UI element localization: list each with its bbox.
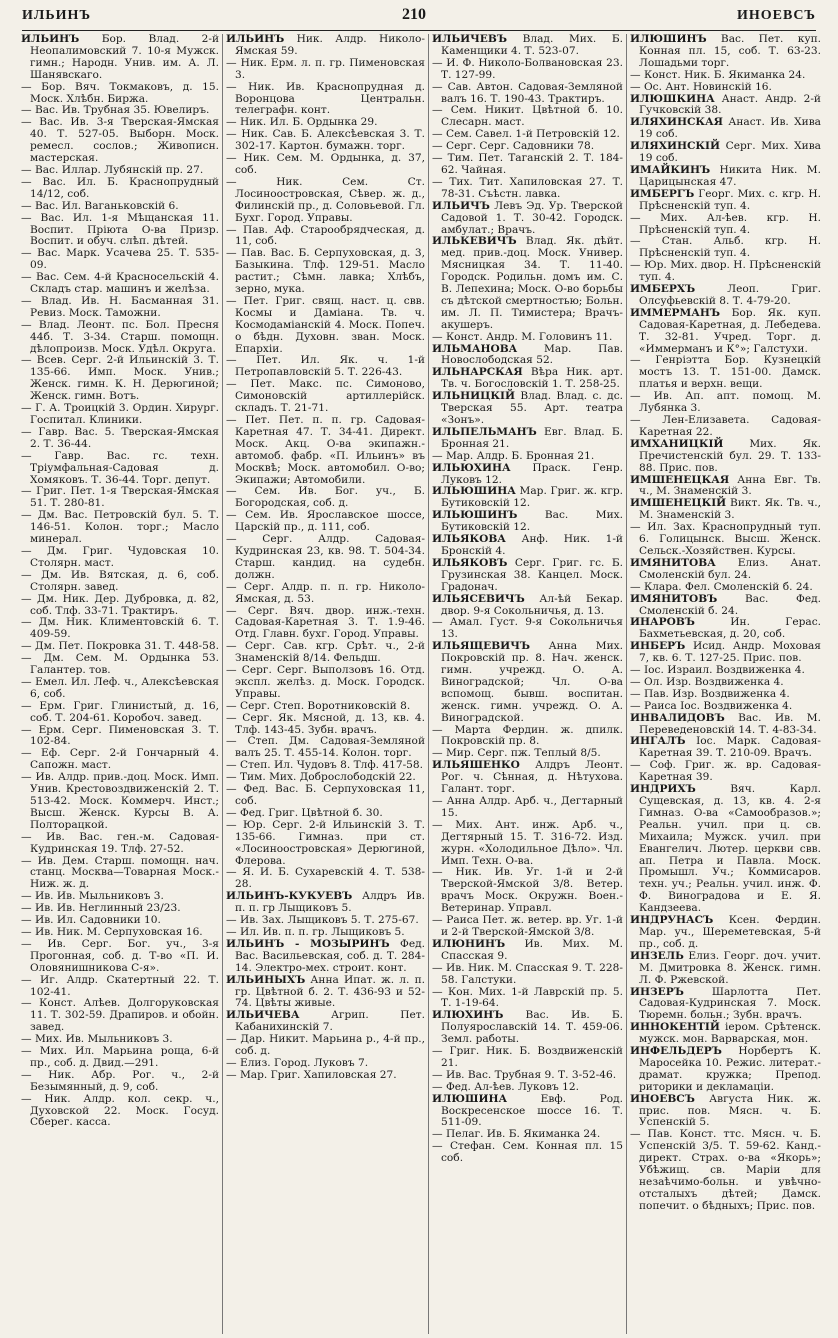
directory-entry: — Сем. Савел. 1-й Петровскій 12.	[432, 128, 620, 141]
directory-entry: — Амал. Густ. 9-я Сокольничья 13.	[432, 616, 623, 641]
directory-entry: — Мар. Григ. Хапиловская 27.	[226, 1068, 397, 1081]
directory-entry: — Степ. Ил. Чудовъ 8. Тлф. 417-58.	[226, 759, 424, 772]
directory-entry: — Мих. Ив. Мыльниковъ 3.	[21, 1033, 173, 1046]
directory-entry: — Юр. Серг. 2-й Ильинскій 3. Т. 135-66. Гимназ. при ст. «Лосиноостровская» Дерюгиной, Флерова.	[226, 818, 425, 867]
directory-entry: — Ерм. Григ. Глинистый, д. 16, соб. Т. 204-61. Коробоч. завед.	[21, 699, 219, 724]
directory-entry: — Елиз. Город. Луковъ 7.	[226, 1056, 369, 1069]
directory-entry: — Еф. Серг. 2-й Гончарный 4. Сапожн. маст.	[21, 747, 219, 772]
directory-entry: ИННОКЕНТІЙ іером. Срѣтенск. мужск. мон. Варварская, мон.	[630, 1021, 821, 1046]
directory-entry: — Пет. Пет. п. п. гр. Садовая-Каретная 47. Т. 34-41. Директ. Моск. Акц. О-ва экипажн.-автомоб. фабр. «П. Ильинъ» въ Москвѣ; Моск. автомобил. О-во; Экипажи; Автомобили.	[226, 414, 425, 486]
directory-entry: — Вас. Ил. Б. Краснопрудный 14/12, соб.	[21, 175, 219, 200]
directory-entry: — Конст. Ник. Б. Якиманка 24.	[630, 68, 806, 81]
directory-entry: — Ив. Алдр. прив.-доц. Моск. Имп. Унив. Крестовоздвиженскій 2. Т. 513-42. Моск. Коммерч. Инст.; Высш. Женск. Курсы В. А. Полторацкой.	[21, 771, 219, 831]
directory-entry: — Степ. Дм. Садовая-Земляной валъ 25. Т. 455-14. Колон. торг.	[226, 735, 425, 760]
directory-entry: — Серг. Серг. Садовники 78.	[432, 140, 595, 153]
directory-entry: ИНВАЛИДОВЪ Вас. Ив. М. Переведеновскій 14. Т. 4-83-34.	[630, 711, 821, 736]
directory-entry: ИМБЕРХЪ Леоп. Григ. Олсуфьевскій 8. Т. 4-79-20.	[630, 283, 821, 307]
directory-entry: — Вас. Ив. Трубная 35. Ювелиръ.	[21, 104, 210, 117]
directory-entry: — Сем. Никит. Цвѣтной б. 10. Слесарн. маст.	[432, 104, 623, 129]
directory-entry: — Ник. Сем. М. Ордынка, д. 37, соб.	[226, 152, 425, 176]
directory-entry: — Тим. Мих. Доброслободскій 22.	[226, 771, 416, 784]
directory-entry: — И. Ф. Николо-Болвановская 23. Т. 127-99.	[432, 56, 623, 81]
directory-entry: — Ол. Изр. Воздвиженка 4.	[630, 675, 784, 688]
directory-entry: — Ник. Сем. Ст. Лосиноостровская, Сѣвер. ж. д., Филинскій пр., д. Соловьевой. Гл. Бухг. Город. Управы.	[226, 175, 425, 224]
directory-entry: ИМЯНИТОВА Елиз. Анат. Смоленскій бул. 24.	[630, 556, 821, 581]
directory-entry: — Ив. Ив. Мыльниковъ 3.	[21, 890, 164, 903]
directory-entry: — Пав. Вас. Б. Серпуховская, д. 3, Базыкина. Тлф. 129-51. Масло растит.; Сѣмн. лавка; Хлѣбъ, зерно, мука.	[226, 247, 425, 296]
directory-entry: ИМХАНИЦКІЙ Мих. Як. Пречистенскій бул. 29. Т. 133-88. Прис. пов.	[630, 437, 821, 474]
directory-entry: — Ив. Вас. Трубная 9. Т. 3-52-46.	[432, 1068, 617, 1081]
directory-entry: — Ник. Ив. Краснопрудная д. Воронцова Центральн. телеграфн. конт.	[226, 80, 425, 117]
directory-entry: — Ив. Ник. М. Серпуховская 16.	[21, 925, 203, 938]
directory-entry: — Раиса Пет. ж. ветер. вр. Уг. 1-й и 2-й Тверской-Ямской 3/8.	[432, 914, 623, 938]
directory-entry: ИНДРИХЪ Вяч. Карл. Сущевская, д. 13, кв. 4. 2-я Гимназ. О-ва «Самообразов.»; Реальн. учил. при ц. св. Михаила; Мужск. учил. при Евангелич. Лютер. церкви свв. ап. Петра и Павла. Моск. Промышл. Уч.; Коммисаров. техн. уч.; Реальн. учил. инж. Ф. Ф. Виноградова и Е. Я. Кандзеева.	[630, 783, 821, 915]
page-header	[22, 6, 816, 30]
directory-entry: — Дар. Никит. Марьина р., 4-й пр., соб. д.	[226, 1033, 425, 1058]
directory-columns	[18, 34, 826, 1334]
directory-entry: ИНАРОВЪ Ин. Герас. Бахметьевская, д. 20, соб.	[630, 616, 821, 641]
directory-entry: — Генріэтта Бор. Кузнецкій мостъ 13. Т. 151-00. Дамск. платья и верхн. вещи.	[630, 354, 821, 391]
directory-entry: — Ил. Зах. Краснопрудный туп. 6. Голицынск. Высш. Женск. Сельск.-Хозяйствен. Курсы.	[630, 521, 821, 557]
directory-entry: — Юр. Мих. двор. Н. Прѣсненскій туп. 4.	[630, 259, 821, 284]
directory-entry: ИЛЬИНЪ Ник. Алдр. Николо-Ямская 59.	[226, 34, 425, 57]
directory-entry: — Фед. Ал-ѣев. Луковъ 12.	[432, 1080, 579, 1093]
directory-entry: — Фед. Вас. Б. Серпуховская 11, соб.	[226, 783, 425, 807]
directory-entry: — Пав. Аф. Старообрядческая, д. 11, соб.	[226, 223, 425, 248]
directory-entry: — Всев. Серг. 2-й Ильинскій 3. Т. 135-66. Имп. Моск. Унив.; Женск. гимн. К. Н. Дерюгиной; Женск. гимн. Вотъ.	[21, 354, 219, 403]
directory-entry: — Бор. Вяч. Токмаковъ, д. 15. Моск. Хлѣбн. Биржа.	[21, 80, 219, 105]
directory-entry: — Мар. Алдр. Б. Бронная 21.	[432, 449, 595, 462]
directory-entry: ИНБЕРЪ Исид. Андр. Моховая 7, кв. 6. Т. 127-25. Прис. пов.	[630, 640, 821, 665]
directory-entry: — Дм. Вас. Петровскій бул. 5. Т. 146-51. Колон. торг.; Масло минерал.	[21, 509, 219, 546]
directory-entry: — Ив. Ив. Неглинный 23/23.	[21, 902, 181, 915]
directory-entry: — Дм. Пет. Покровка 31. Т. 448-58.	[21, 640, 219, 653]
directory-entry: ИММЕРМАНЪ Бор. Як. куп. Садовая-Каретная, д. Лебедева. Т. 32-81. Учред. Торг. д. «Иммерманъ и К°»; Галстухи.	[630, 306, 821, 355]
directory-entry: ИЛЬИНЪ Бор. Влад. 2-й Неопалимовский 7. 10-я Мужск. гимн.; Народн. Унив. им. А. Л. Шанявскаго.	[21, 34, 219, 81]
directory-entry: ИМШЕНЕЦКІЙ Викт. Як. Тв. ч., М. Знаменскій 3.	[630, 497, 821, 522]
directory-entry: — Гавр. Вас. 5. Тверская-Ямская 2. Т. 36-44.	[21, 425, 219, 450]
column-2	[223, 34, 429, 1334]
directory-entry: ИЛЬЮХИНА Праск. Генр. Луковъ 12.	[432, 461, 623, 486]
directory-entry: — Конст. Алѣев. Долгоруковская 11. Т. 302-59. Драпиров. и обойн. завед.	[21, 997, 219, 1034]
directory-entry: — Сав. Автон. Садовая-Земляной валъ 16. Т. 190-43. Трактиръ.	[432, 80, 623, 105]
directory-entry: ИЛЬЮШИНЪ Вас. Мих. Бутиковскій 12.	[432, 509, 623, 534]
directory-entry: — Серг. Сав. кгр. Срѣт. ч., 2-й Знаменскій 8/14. Фельдш.	[226, 640, 425, 665]
directory-entry: ИЛЮХИНЪ Вас. Ив. Б. Полуярославскій 14. Т. 459-06. Земл. работы.	[432, 1009, 623, 1046]
directory-entry: ИНОЕВСЪ Августа Ник. ж. прис. пов. Мясн. ч. Б. Успенскій 5.	[630, 1092, 821, 1129]
directory-entry: — Г. А. Троицкій 3. Ордин. Хирург. Госпитал. Клиники.	[21, 402, 219, 426]
directory-entry: ИЛЬИЧЕВЪ Влад. Мих. Б. Каменщики 4. Т. 523-07.	[432, 34, 623, 57]
directory-entry: — Ник. Ил. Б. Ордынка 29.	[226, 116, 378, 129]
directory-entry: — Мих. Ант. инж. Арб. ч., Дегтярный 15. Т. 316-72. Изд. журн. «Холодильное Дѣло». Чл. Имп. Техн. О-ва.	[432, 818, 623, 867]
directory-entry: — Мих. Ил. Марьина роща, 6-й пр., соб. д. Двид.—291.	[21, 1045, 219, 1069]
directory-entry: ИЛЬМАНОВА Мар. Пав. Новослободская 52.	[432, 342, 623, 367]
directory-entry: — Емел. Ил. Леф. ч., Алексѣевская 6, соб.	[21, 675, 219, 700]
directory-entry: — Тих. Тит. Хапиловская 27. Т. 78-31. Съѣстн. лавка.	[432, 175, 623, 200]
directory-entry: ИМЯНИТОВЪ Вас. Фед. Смоленскій б. 24.	[630, 592, 821, 617]
directory-entry: — Тим. Пет. Таганскій 2. Т. 184-62. Чайная.	[432, 152, 623, 176]
directory-entry: ИЛЬЯЩЕВИЧЪ Анна Мих. Покровскій пр. 8. Нач. женск. гимн. учрежд. О. А. Виноградской; Чл. О-ва вспомощ. бывш. воспитан. женск. гимн. учрежд. О. А. Виноградской.	[432, 640, 623, 724]
directory-entry: ИЛЬИЧЕВА Агрип. Пет. Кабанихинскій 7.	[226, 1009, 425, 1034]
directory-entry: ИЛЬНАРСКАЯ Вѣра Ник. арт. Тв. ч. Богословскій 1. Т. 258-25.	[432, 366, 623, 391]
directory-entry: ИМШЕНЕЦКАЯ Анна Евг. Тв. ч., М. Знаменскій 3.	[630, 473, 821, 498]
page-number: 210	[402, 6, 427, 23]
directory-entry: ИНДРУНАСЪ Ксен. Фердин. Мар. уч., Шереметевская, 5-й пр., соб. д.	[630, 914, 821, 950]
directory-entry: — Раиса Іос. Воздвиженка 4.	[630, 699, 793, 712]
directory-entry: — Ник. Ерм. л. п. гр. Пименовская 3.	[226, 56, 425, 81]
directory-entry: — Ил. Ив. п. п. гр. Лыщиковъ 5.	[226, 925, 405, 938]
directory-entry: — Григ. Пет. 1-я Тверская-Ямская 51. Т. 280-81.	[21, 485, 219, 510]
directory-entry: ИЛЬИНЪ-КУКУЕВЪ Алдръ Ив. п. п. гр Лыщиковъ 5.	[226, 890, 425, 915]
directory-entry: — Пелаг. Ив. Б. Якиманка 24.	[432, 1128, 601, 1141]
directory-entry: ИЛЬИЧЪ Левъ Эд. Ур. Тверской Садовой 1. Т. 30-42. Городск. амбулат.; Врачъ.	[432, 199, 623, 236]
directory-entry: — Іос. Израил. Воздвиженка 4.	[630, 664, 805, 677]
column-4	[627, 34, 824, 1334]
column-3	[429, 34, 627, 1334]
directory-entry: ИЛЮШИНЪ Вас. Пет. куп. Конная пл. 15, соб. Т. 63-23. Лошадьми торг.	[630, 34, 821, 69]
directory-entry: — Стан. Альб. кгр. Н. Прѣсненскій туп. 4.	[630, 235, 821, 260]
directory-entry: — Мир. Серг. пж. Теплый 8/5.	[432, 747, 601, 760]
directory-entry: — Ос. Ант. Новинскій 16.	[630, 80, 772, 93]
directory-entry: ИЛЬЮШИНА Мар. Григ. ж. кгр. Бутиковскій 12.	[432, 485, 623, 510]
column-1	[18, 34, 223, 1334]
directory-entry: — Марта Фердин. ж. дпилк. Покровскій пр. 8.	[432, 723, 623, 748]
directory-entry: — Пав. Изр. Воздвиженка 4.	[630, 687, 790, 700]
directory-entry: — Ив. Ил. Садовники 10.	[21, 914, 161, 927]
directory-entry: — Дм. Ив. Вятская, д. 6, соб. Столярн. завед.	[21, 568, 219, 593]
directory-entry: — Серг. Серг. Выползовъ 16. Отд. экспл. желѣз. д. Моск. Городск. Управы.	[226, 664, 425, 700]
directory-entry: ИНЗЕРЪ Шарлотта Пет. Садовая-Кудринская 7. Моск. Тюремн. больн.; Зубн. врачъ.	[630, 985, 821, 1022]
directory-entry: — Вас. Марк. Усачева 25. Т. 535-09.	[21, 247, 219, 272]
directory-entry: — Я. И. Б. Сухаревскій 4. Т. 538-28.	[226, 866, 425, 891]
directory-entry: — Пав. Конст. ттс. Мясн. ч. Б. Успенскій 3/5. Т. 59-62. Канд.-директ. Страх. о-ва «Якорь»; Убѣжищ. св. Маріи для незаѣчимо-больн. и увѣчно-отсталыхъ дѣтей; Дамск. попечит. о бѣдныхъ; Прис. пов.	[630, 1128, 821, 1212]
directory-entry: — Ив. Ап. апт. помощ. М. Лубянка 3.	[630, 390, 821, 415]
directory-entry: — Клара. Фел. Смоленскій б. 24.	[630, 580, 813, 593]
directory-entry: — Соф. Григ. ж. вр. Садовая-Каретная 39.	[630, 759, 821, 784]
directory-entry: ИЛЯХИНСКІЙ Серг. Мих. Хива 19 соб.	[630, 140, 821, 165]
directory-entry: ИЛЬИНЫХЪ Анна Ипат. ж. л. п. гр. Цвѣтной б. 2. Т. 436-93 и 52-74. Цвѣты живые.	[226, 973, 425, 1010]
directory-entry: ИЛЬКЕВИЧЪ Влад. Як. дѣйт. мед. прив.-доц. Моск. Универ. Мясницкая 34. Т. 11-40. Городск. Родильн. домъ им. С. В. Лепехина; Моск. О-во борьбы съ дѣтской смертностью; Больн. им. Л. П. Тимистера; Врачъ-акушеръ.	[432, 235, 623, 331]
directory-entry: — Дм. Ник. Климентовскій 6. Т. 409-59.	[21, 616, 219, 641]
directory-entry: — Влад. Леонт. пс. Бол. Пресня 44б. Т. 3-34. Старш. помощн. дѣлопроизв. Моск. Удѣл. Округа.	[21, 318, 219, 355]
directory-entry: — Серг. Як. Мясной, д. 13, кв. 4. Тлф. 143-45. Зубн. врачъ.	[226, 711, 425, 736]
directory-entry: ИМАЙКИНЪ Никита Ник. М. Царицынская 47.	[630, 163, 821, 188]
directory-entry: — Пет. Григ. свящ. наст. ц. свв. Космы и Даміана. Тв. ч. Космодаміанскій 4. Моск. Попеч. о бѣдн. Духовн. зван. Моск. Епархіи.	[226, 294, 425, 355]
header-right-catchword: ИНОЕВСЪ	[737, 8, 816, 23]
directory-entry: — Григ. Ник. Б. Воздвиженскій 21.	[432, 1045, 623, 1069]
directory-entry: ИНГАЛЪ Іос. Марк. Садовая-Каретная 39. Т. 210-09. Врачъ.	[630, 735, 821, 760]
directory-entry: — Анна Алдр. Арб. ч., Дегтарный 15.	[432, 795, 623, 819]
directory-entry: — Ник. Абр. Рог. ч., 2-й Безымянный, д. 9, соб.	[21, 1068, 219, 1093]
directory-entry: — Ив. Ник. М. Спасская 9. Т. 228-58. Галстуки.	[432, 961, 623, 986]
directory-entry: ИЛЬИНЪ - МОЗЫРИНЪ Фед. Вас. Васильевская, соб. д. Т. 284-14. Электро-мех. строит. конт.	[226, 937, 425, 974]
directory-entry: — Ив. Серг. Бог. уч., 3-я Прогонная, соб. д. Т-во «П. И. Оловянишникова С-я».	[21, 937, 219, 974]
directory-entry: — Дм. Григ. Чудовская 10. Столярн. маст.	[21, 544, 219, 569]
header-left-catchword: ИЛЬИНЪ	[22, 8, 92, 23]
directory-entry: — Ерм. Серг. Пименовская 3. Т. 102-84.	[21, 723, 219, 748]
directory-entry: — Серг. Алдр. п. п. гр. Николо-Ямская, д. 53.	[226, 580, 425, 605]
directory-entry: — Ник. Ив. Уг. 1-й и 2-й Тверской-Ямской 3/8. Ветер. врачъ Моск. Окружн. Воен.-Ветеринар. Управл.	[432, 866, 623, 915]
directory-entry: — Мих. Ал-ѣев. кгр. Н. Прѣсненскій туп. 4.	[630, 211, 821, 236]
directory-entry: ИЛЯХИНСКАЯ Анаст. Ив. Хива 19 соб.	[630, 116, 821, 141]
directory-entry: — Ник. Алдр. кол. секр. ч., Духовской 22. Моск. Госуд. Сберег. касса.	[21, 1092, 219, 1129]
directory-entry: — Иг. Алдр. Скатертный 22. Т. 102-41.	[21, 973, 219, 998]
directory-entry: ИЛЮШКИНА Анаст. Андр. 2-й Гучковскій 38.	[630, 92, 821, 117]
directory-entry: ИНФЕЛЬДЕРЪ Норбертъ К. Маросейка 10. Режис. литерат.-драмат. кружка; Препод. риторики и декламаціи.	[630, 1045, 821, 1093]
directory-entry: ИЛЬЯКОВА Анф. Ник. 1-й Бронскій 4.	[432, 533, 623, 557]
directory-entry: — Сем. Ив. Бог. уч., Б. Богородская, соб. д.	[226, 485, 425, 510]
directory-entry: — Вас. Сем. 4-й Красносельскій 4. Складъ стар. машинъ и желѣза.	[21, 271, 219, 296]
directory-entry: ИЛЬЯШЕНКО Алдръ Леонт. Рог. ч. Сѣнная, д. Нѣтухова. Галант. торг.	[432, 759, 623, 796]
directory-entry: — Вас. Ив. 3-я Тверская-Ямская 40. Т. 527-05. Выборн. Моск. ремесл. сослов.; Живописн. мастерская.	[21, 116, 219, 165]
directory-entry: — Конст. Андр. М. Головинъ 11.	[432, 330, 613, 343]
directory-entry: — Ив. Дем. Старш. помощн. нач. станц. Москва—Товарная Моск.-Ниж. ж. д.	[21, 854, 219, 891]
directory-entry: — Дм. Ник. Дер. Дубровка, д. 82, соб. Тлф. 33-71. Трактиръ.	[21, 592, 219, 617]
directory-entry: — Серг. Степ. Воротниковскій 8.	[226, 699, 411, 712]
directory-entry: — Вас. Ил. 1-я Мѣщанская 11. Воспит. Пріюта О-ва Призр. Воспит. и обуч. слѣп. дѣтей.	[21, 211, 219, 248]
directory-entry: ИМБЕРГЪ Георг. Мих. с. кгр. Н. Прѣсненскій туп. 4.	[630, 187, 821, 212]
directory-entry: — Кон. Мих. 1-й Лаврскій пр. 5. Т. 1-19-64.	[432, 985, 623, 1010]
directory-entry: — Лен-Елизавета. Садовая-Каретная 22.	[630, 414, 821, 438]
header-rule	[22, 30, 816, 31]
directory-entry: — Серг. Алдр. Садовая-Кудринская 23, кв. 98. Т. 504-34. Старш. кандид. на судебн. должн.	[226, 533, 425, 581]
directory-entry: ИЛЬЯКОВЪ Серг. Григ. гс. Б. Грузинская 38. Канцел. Моск. Градонач.	[432, 556, 623, 593]
directory-entry: — Пет. Ил. Як. ч. 1-й Петропавловскій 5. Т. 226-43.	[226, 354, 425, 379]
directory-entry: — Гавр. Вас. гс. техн. Тріумфальная-Садовая д. Хомяковъ. Т. 36-44. Торг. депут.	[21, 449, 219, 486]
directory-entry: — Сем. Ив. Ярославское шоссе, Царскій пр., д. 111, соб.	[226, 509, 425, 534]
directory-entry: ИЛЮШИНА Евф. Род. Воскресенское шоссе 16. Т. 511-09.	[432, 1092, 623, 1129]
directory-entry: — Фед. Григ. Цвѣтной б. 30.	[226, 806, 383, 819]
directory-entry: ИЛЮНИНЪ Ив. Мих. М. Спасская 9.	[432, 937, 623, 962]
directory-entry: — Ив. Вас. ген.-м. Садовая-Кудринская 19. Тлф. 27-52.	[21, 830, 219, 855]
directory-entry: ИЛЬПЕЛЬМАНЪ Евг. Влад. Б. Бронная 21.	[432, 425, 623, 450]
directory-entry: — Пет. Макс. пс. Симоново, Симоновскій артиллерійск. складъ. Т. 21-71.	[226, 378, 425, 415]
directory-entry: ИЛЬЯСЕВИЧЪ Ал-ѣй Бекар. двор. 9-я Сокольничья, д. 13.	[432, 592, 623, 617]
directory-entry: — Вас. Ил. Ваганьковскій 6.	[21, 199, 179, 212]
directory-entry: — Серг. Вяч. двор. инж.-техн. Садовая-Каретная 3. Т. 1.9-46. Отд. Главн. бухг. Город. Управы.	[226, 604, 425, 641]
directory-entry: — Вас. Иллар. Лубянскій пр. 27.	[21, 163, 204, 176]
directory-entry: ИНЗЕЛЬ Елиз. Георг. доч. учит. М. Дмитровка 8. Женск. гимн. Л. Ф. Ржевской.	[630, 949, 821, 986]
directory-entry: — Ник. Сав. Б. Алексѣевская 3. Т. 302-17. Картон. бумажн. торг.	[226, 128, 425, 153]
directory-entry: — Дм. Сем. М. Ордынка 53. Галантер. тов.	[21, 652, 219, 677]
directory-entry: — Ив. Зах. Лыщиковъ 5. Т. 275-67.	[226, 914, 419, 927]
directory-entry: — Влад. Ив. Н. Басманная 31. Ревиз. Моск. Таможни.	[21, 294, 219, 319]
directory-entry: ИЛЬНИЦКІЙ Влад. Влад. с. дс. Тверская 55. Арт. театра «Зонъ».	[432, 390, 623, 426]
directory-entry: — Стефан. Сем. Конная пл. 15 соб.	[432, 1140, 623, 1165]
